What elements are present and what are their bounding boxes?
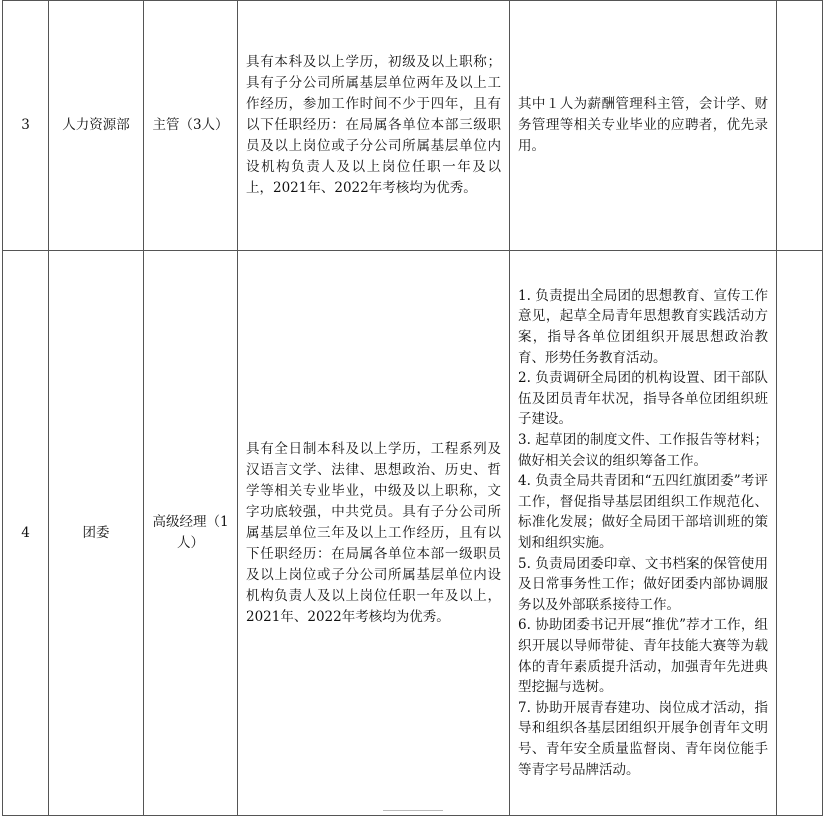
row-number: 3 [3,1,49,251]
duty-item: 4. 负责全局共青团和“五四红旗团委”考评工作，督促指导基层团组织工作规范化、标准化发展；做好全局团干部培训班的策划和组织实施。 [518,473,768,551]
table-row [3,1,823,251]
duty-item: 1. 负责提出全局团的思想教育、宣传工作意见，起草全局青年思想教育实践活动方案，指导各单位团组织开展思想政治教育、形势任务教育活动。 [518,287,768,366]
empty-cell [777,251,823,816]
position-cell: 主管（3人） [144,1,238,251]
duty-item: 6. 协助团委书记开展“推优”荐才工作，组织开展以导师带徒、青年技能大赛等为载体的青年素质提升活动，加强青年先进典型挖掘与选树。 [518,617,768,696]
department-cell: 团委 [49,251,144,816]
department-cell: 人力资源部 [49,1,144,251]
recruitment-table [2,0,823,816]
table-row [3,251,823,816]
duty-item: 5. 负责局团委印章、文书档案的保管使用及日常事务性工作；做好团委内部协调服务以及外部联系接待工作。 [518,555,768,613]
row-number: 4 [3,251,49,816]
duties-cell [510,251,777,816]
requirements-cell: 具有本科及以上学历，初级及以上职称；具有子分公司所属基层单位两年及以上工作经历，参加工作时间不少于四年，且有以下任职经历：在局属各单位本部三级职员及以上岗位或子分公司所属基层单位内设机构负责人及以上岗位任职一年及以上，2021年、2022年考核均为优秀。 [238,1,510,251]
remarks-cell: 其中１人为薪酬管理科主管，会计学、财务管理等相关专业毕业的应聘者，优先录用。 [510,1,777,251]
duty-item: 7. 协助开展青春建功、岗位成才活动，指导和组织各基层团组织开展争创青年文明号、青年安全质量监督岗、青年岗位能手等青字号品牌活动。 [518,699,768,778]
duty-item: 3. 起草团的制度文件、工作报告等材料；做好相关会议的组织筹备工作。 [518,432,768,469]
empty-cell [777,1,823,251]
duty-item: 2. 负责调研全局团的机构设置、团干部队伍及团员青年状况，指导各单位团组织班子建设。 [518,370,768,428]
position-cell: 高级经理（1人） [144,251,238,816]
requirements-cell: 具有全日制本科及以上学历，工程系列及汉语言文学、法律、思想政治、历史、哲学等相关专业毕业，中级及以上职称，文字功底较强，中共党员。具有子分公司所属基层单位三年及以上工作经历，且有以下任职经历：在局属各单位本部一级职员及以上岗位或子分公司所属基层单位内设机构负责人及以上岗位任职一年及以上，2021年、2022年考核均为优秀。 [238,251,510,816]
